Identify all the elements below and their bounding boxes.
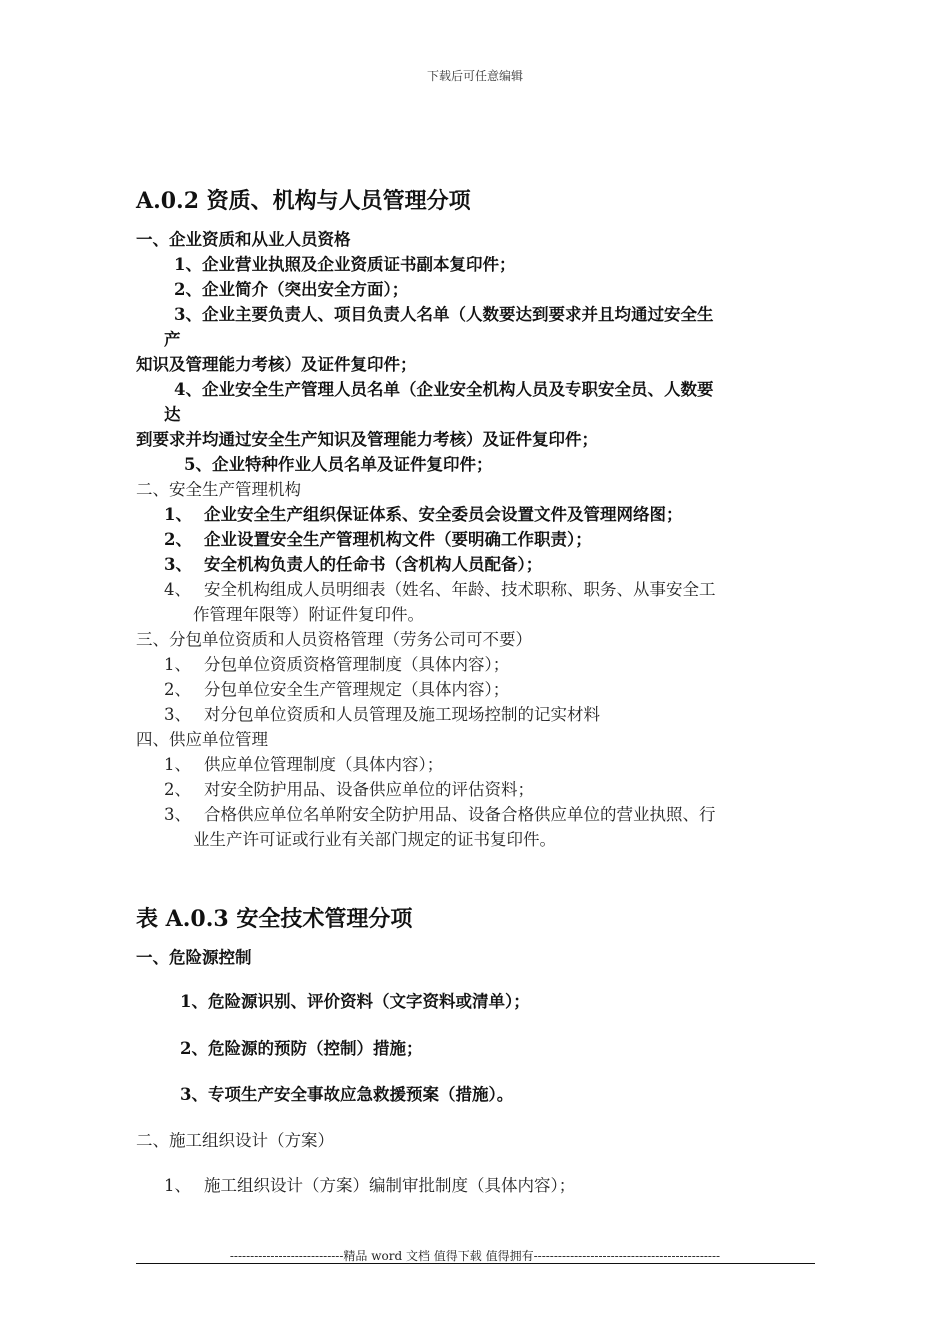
list-item: 对分包单位资质和人员管理及施工现场控制的记实材料	[204, 705, 600, 724]
list-num: 1、	[164, 505, 192, 524]
section-title-a03: 表 A.0.3 安全技术管理分项	[136, 906, 413, 932]
list-item: 5、企业特种作业人员名单及证件复印件；	[184, 455, 493, 474]
list-item: 企业安全生产组织保证体系、安全委员会设置文件及管理网络图；	[204, 505, 683, 524]
heading-hazard-control: 一、危险源控制	[136, 948, 252, 967]
heading-construction-design: 二、施工组织设计（方案）	[136, 1131, 334, 1150]
list-item: 3、专项生产安全事故应急救援预案（措施）。	[180, 1085, 514, 1104]
list-item: 安全机构负责人的任命书（含机构人员配备）；	[204, 555, 543, 574]
list-num: 3、	[164, 555, 192, 574]
list-item: 供应单位管理制度（具体内容）；	[204, 755, 444, 774]
list-num: 2、	[164, 530, 192, 549]
heading-safety-org: 二、安全生产管理机构	[136, 480, 301, 499]
list-item: 1、企业营业执照及企业资质证书副本复印件；	[174, 255, 516, 274]
list-item: 对安全防护用品、设备供应单位的评估资料；	[204, 780, 534, 799]
list-item: 2、企业简介（突出安全方面）；	[174, 280, 409, 299]
list-item: 3、企业主要负责人、项目负责人名单（人数要达到要求并且均通过安全生	[174, 305, 714, 324]
list-num: 2、	[164, 780, 191, 799]
list-num: 1、	[164, 655, 191, 674]
list-item: 合格供应单位名单附安全防护用品、设备合格供应单位的营业执照、行	[204, 805, 716, 824]
list-item-cont: 业生产许可证或行业有关部门规定的证书复印件。	[193, 830, 556, 849]
list-item-cont: 到要求并均通过安全生产知识及管理能力考核）及证件复印件；	[136, 430, 598, 449]
footer-divider	[136, 1263, 815, 1264]
list-item: 4、企业安全生产管理人员名单（企业安全机构人员及专职安全员、人数要	[174, 380, 714, 399]
list-num: 2、	[164, 680, 191, 699]
list-item-cont: 作管理年限等）附证件复印件。	[193, 605, 424, 624]
list-item: 企业设置安全生产管理机构文件（要明确工作职责）；	[204, 530, 592, 549]
list-item: 2、危险源的预防（控制）措施；	[180, 1039, 423, 1058]
list-item: 安全机构组成人员明细表（姓名、年龄、技术职称、职务、从事安全工	[204, 580, 716, 599]
list-item-cont: 知识及管理能力考核）及证件复印件；	[136, 355, 417, 374]
page-footer: ----------------------------精品 word 文档 值得下载 值得拥有----------------------------------------------	[229, 1249, 721, 1263]
heading-qualification: 一、企业资质和从业人员资格	[136, 230, 351, 249]
list-item: 1、危险源识别、评价资料（文字资料或清单）；	[180, 992, 530, 1011]
list-num: 4、	[164, 580, 191, 599]
list-num: 3、	[164, 705, 191, 724]
list-item: 分包单位安全生产管理规定（具体内容）；	[204, 680, 510, 699]
list-item: 分包单位资质资格管理制度（具体内容）；	[204, 655, 510, 674]
list-num: 1、	[164, 1176, 191, 1195]
heading-subcontractor: 三、分包单位资质和人员资格管理（劳务公司可不要）	[136, 630, 532, 649]
section-title-a02: A.0.2 资质、机构与人员管理分项	[136, 188, 471, 214]
list-item-wrap: 产	[164, 330, 181, 349]
heading-supplier: 四、供应单位管理	[136, 730, 268, 749]
page-header: 下载后可任意编辑	[426, 69, 523, 83]
list-num: 3、	[164, 805, 191, 824]
list-item: 施工组织设计（方案）编制审批制度（具体内容）；	[204, 1176, 576, 1195]
list-item-wrap: 达	[164, 405, 181, 424]
list-num: 1、	[164, 755, 191, 774]
